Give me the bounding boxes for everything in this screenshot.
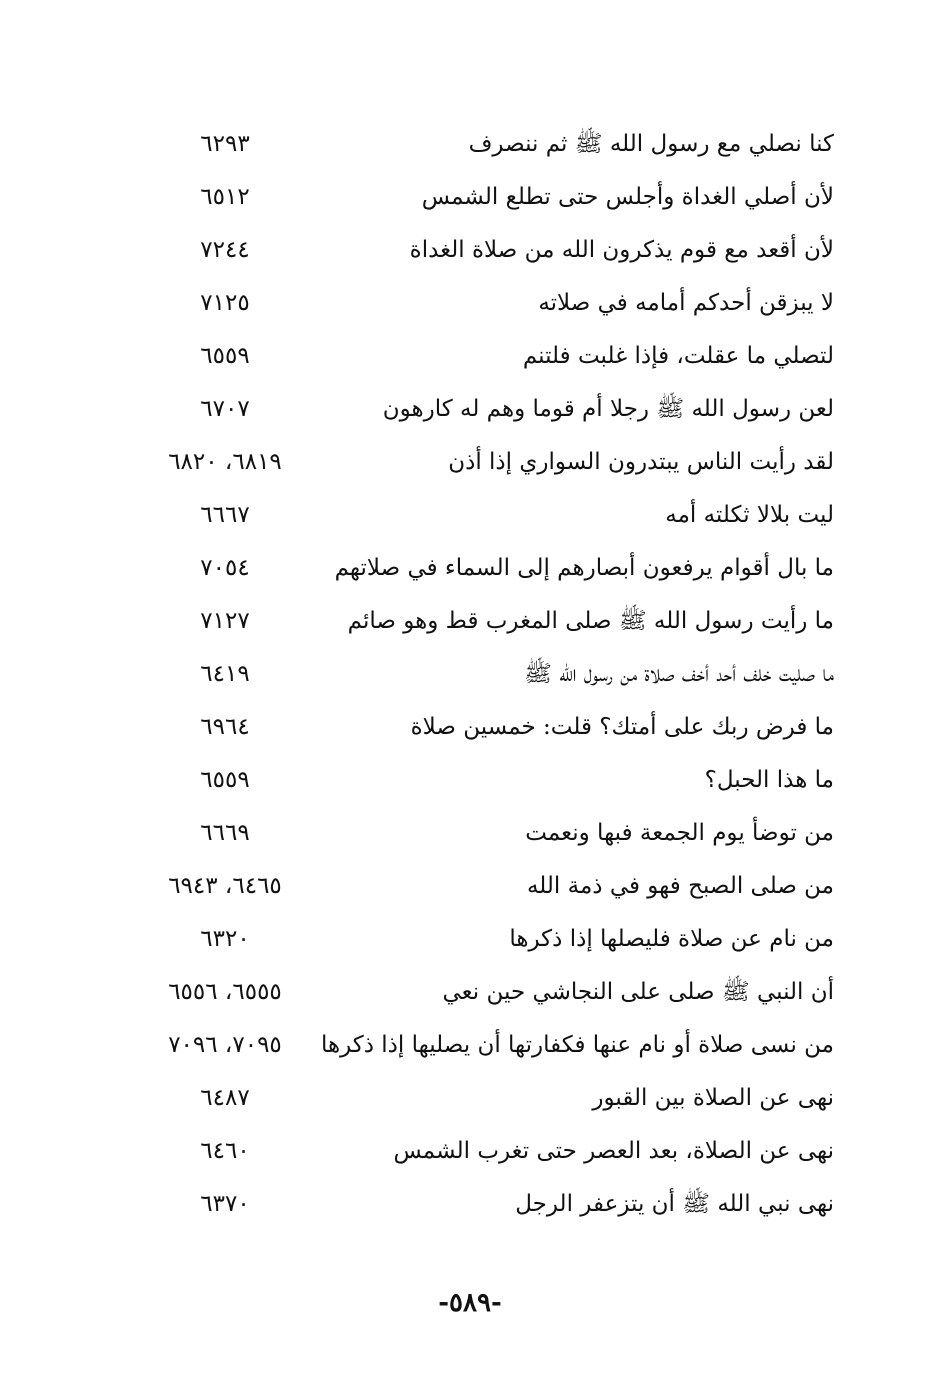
reference-number: ٧٠٥٤: [200, 555, 250, 581]
index-row: [0, 120, 940, 173]
reference-number: ٦٤٦٠: [200, 1138, 250, 1164]
index-row: [0, 809, 940, 862]
hadith-text: ليت بلالا ثكلته أمه: [665, 502, 834, 528]
reference-number: ٦٥١٢: [200, 184, 250, 210]
reference-number: ٦٥٥٩: [200, 343, 250, 369]
index-row: [0, 385, 940, 438]
reference-number: ٦٤١٩: [200, 661, 250, 687]
hadith-text: لأن أقعد مع قوم يذكرون الله من صلاة الغداة: [409, 237, 834, 263]
index-row: [0, 491, 940, 544]
index-row: [0, 650, 940, 703]
hadith-text: ما صليت خلف أحد أخف صلاة من رسول الله ﷺ: [524, 661, 834, 687]
index-row: [0, 1021, 940, 1074]
index-row: [0, 756, 940, 809]
hadith-text: لقد رأيت الناس يبتدرون السواري إذا أذن: [448, 449, 834, 475]
hadith-text: من نسى صلاة أو نام عنها فكفارتها أن يصليها إذا ذكرها: [320, 1032, 834, 1058]
hadith-text: ما فرض ربك على أمتك؟ قلت: خمسين صلاة: [410, 714, 834, 740]
reference-number: ٧١٢٥: [200, 290, 250, 316]
index-row: [0, 1180, 940, 1233]
index-row: [0, 703, 940, 756]
hadith-text: ما رأيت رسول الله ﷺ صلى المغرب قط وهو صائم: [347, 608, 834, 634]
reference-number: ٦٤٦٥، ٦٩٤٣: [168, 873, 282, 899]
reference-number: ٦٣٢٠: [200, 926, 250, 952]
index-row: [0, 1074, 940, 1127]
index-row: [0, 279, 940, 332]
hadith-text: نهى عن الصلاة بين القبور: [592, 1085, 834, 1111]
reference-number: ٦٣٧٠: [200, 1191, 250, 1217]
page-number: -٥٨٩-: [438, 1288, 502, 1318]
index-row: [0, 544, 940, 597]
reference-number: ٦٤٨٧: [200, 1085, 250, 1111]
hadith-text: ما هذا الحبل؟: [704, 767, 834, 793]
reference-number: ٧١٢٧: [200, 608, 250, 634]
hadith-text: ما بال أقوام يرفعون أبصارهم إلى السماء في صلاتهم: [334, 555, 834, 581]
hadith-text: من توضأ يوم الجمعة فبها ونعمت: [525, 820, 834, 846]
reference-number: ٧٠٩٥، ٧٠٩٦: [168, 1032, 282, 1058]
index-row: [0, 332, 940, 385]
hadith-text: لعن رسول الله ﷺ رجلا أم قوما وهم له كارهون: [382, 396, 834, 422]
index-row: [0, 226, 940, 279]
index-row: [0, 968, 940, 1021]
reference-number: ٦٨١٩، ٦٨٢٠: [168, 449, 282, 475]
reference-number: ٦٢٩٣: [200, 131, 250, 157]
hadith-text: كنا نصلي مع رسول الله ﷺ ثم ننصرف: [468, 131, 834, 157]
index-row: [0, 1127, 940, 1180]
hadith-text: أن النبي ﷺ صلى على النجاشي حين نعي: [442, 979, 834, 1005]
reference-number: ٦٥٥٥، ٦٥٥٦: [168, 979, 282, 1005]
reference-number: ٦٦٦٧: [200, 502, 250, 528]
hadith-text: من نام عن صلاة فليصلها إذا ذكرها: [509, 926, 834, 952]
reference-number: ٦٧٠٧: [200, 396, 250, 422]
hadith-text: نهى نبي الله ﷺ أن يتزعفر الرجل: [515, 1191, 834, 1217]
reference-number: ٦٥٥٩: [200, 767, 250, 793]
reference-number: ٦٦٦٩: [200, 820, 250, 846]
hadith-text: لتصلي ما عقلت، فإذا غلبت فلتنم: [522, 343, 834, 369]
index-row: [0, 438, 940, 491]
reference-number: ٧٢٤٤: [200, 237, 250, 263]
hadith-text: من صلى الصبح فهو في ذمة الله: [526, 873, 834, 899]
index-row: [0, 915, 940, 968]
hadith-text: لا يبزقن أحدكم أمامه في صلاته: [538, 290, 834, 316]
reference-number: ٦٩٦٤: [200, 714, 250, 740]
index-row: [0, 597, 940, 650]
index-row: [0, 862, 940, 915]
hadith-text: لأن أصلي الغداة وأجلس حتى تطلع الشمس: [421, 184, 834, 210]
index-row: [0, 173, 940, 226]
hadith-text: نهى عن الصلاة، بعد العصر حتى تغرب الشمس: [393, 1138, 834, 1164]
hadith-index-list: [0, 120, 940, 1233]
